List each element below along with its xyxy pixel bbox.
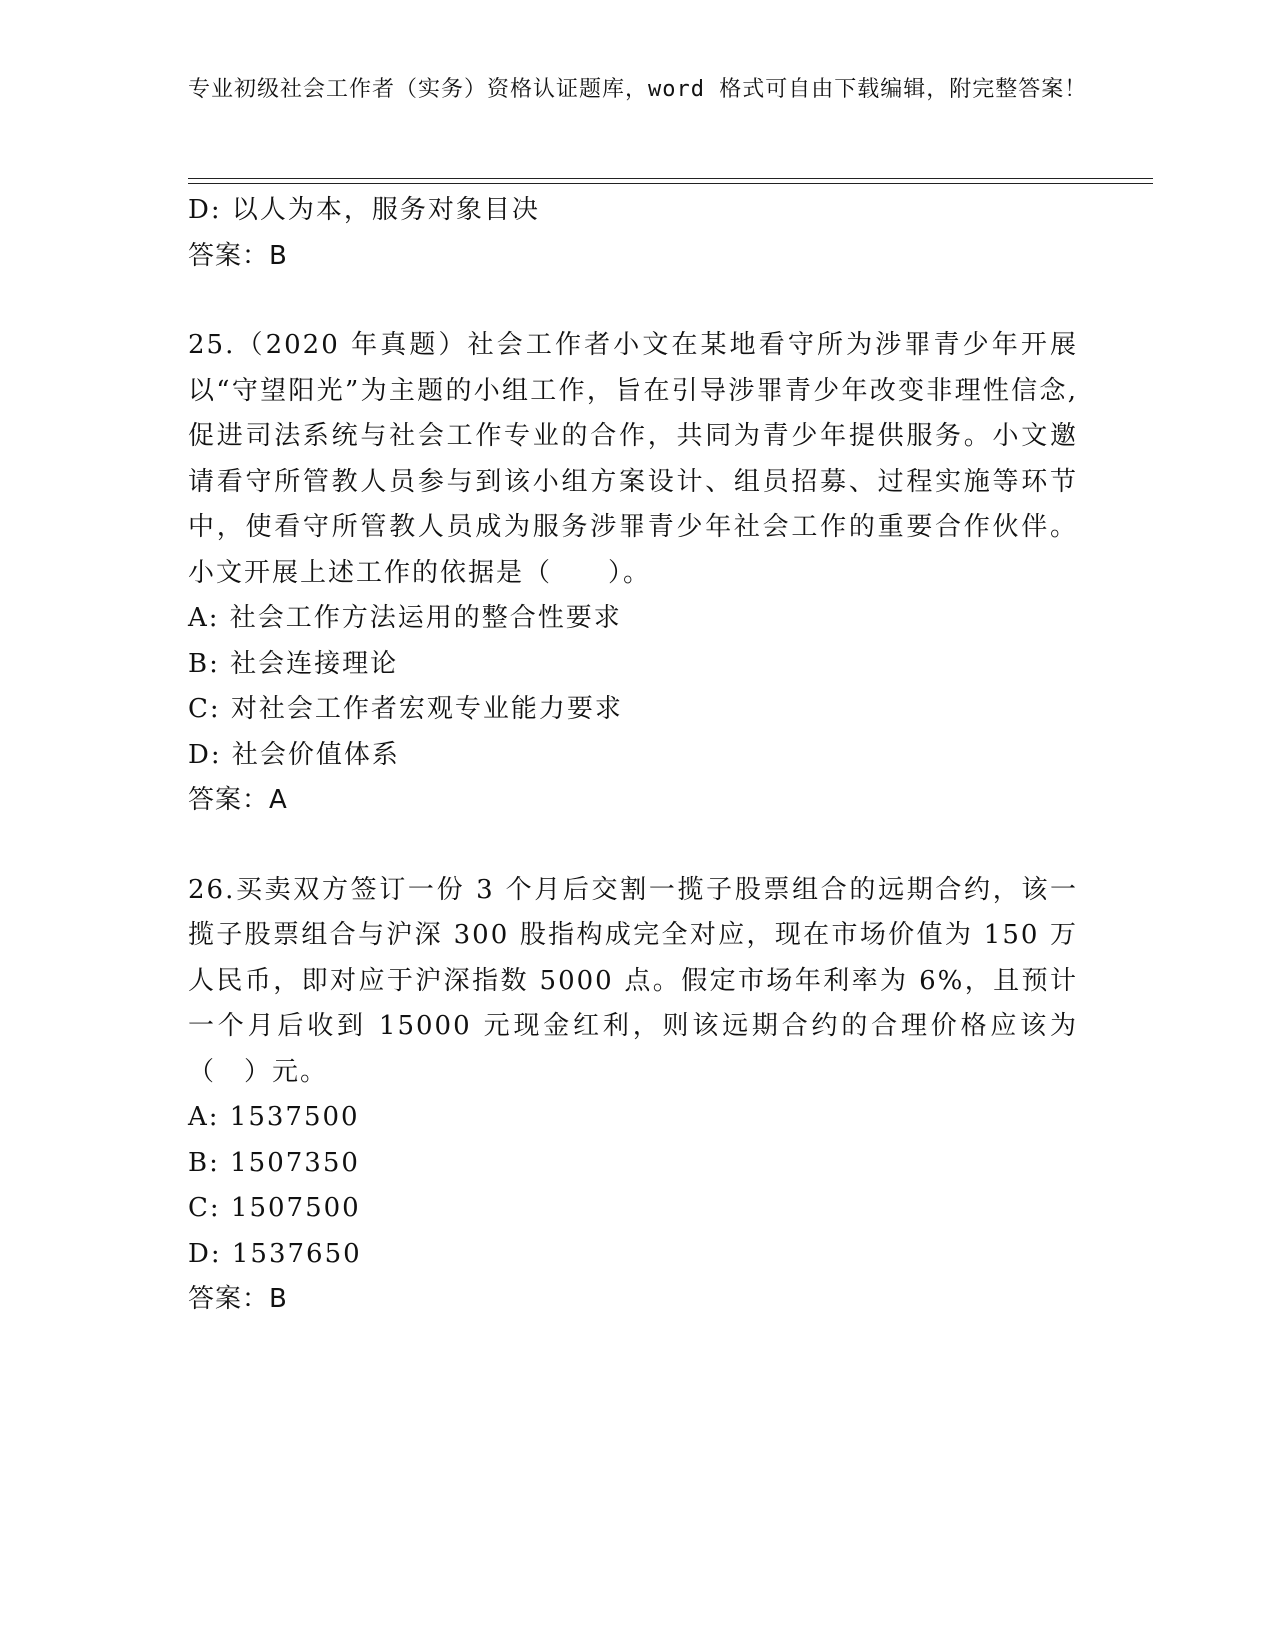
header-rule-top [188,178,1153,179]
q25-answer: 答案：A [188,785,288,815]
q26-option-d: D: 1537650 [188,1238,362,1269]
q25-option-c: C: 对社会工作者宏观专业能力要求 [188,694,623,724]
q26-option-a: A: 1537500 [188,1102,360,1132]
q26-option-b: B: 1507350 [188,1147,360,1178]
q25-option-a: A: 社会工作方法运用的整合性要求 [188,603,622,633]
q26-option-c: C: 1507500 [188,1193,361,1223]
header-rule-bottom [188,183,1153,184]
q24-answer: 答案：B [188,240,288,271]
page-header: 专业初级社会工作者（实务）资格认证题库，word 格式可自由下载编辑，附完整答案！ [188,77,1088,102]
q26-answer: 答案：B [188,1284,288,1314]
q25-option-b: B: 社会连接理论 [188,648,399,679]
document-body [188,188,1078,1323]
q24-option-d: D: 以人为本，服务对象目决 [188,195,540,225]
q25-option-d: D: 社会价值体系 [188,739,400,770]
q25-stem: 25.（2020 年真题）社会工作者小文在某地看守所为涉罪青少年开展以“守望阳光”为主题的小组工作，旨在引导涉罪青少年改变非理性信念,促进司法系统与社会工作专业的合作，共同为青少年提供服务。小文邀请看守所管教人员参与到该小组方案设计、组员招募、过程实施等环节中，使看守所管教人员成为服务涉罪青少年社会工作的重要合作伙伴。小文开展上述工作的依据是（ ）。 [188,330,1078,588]
q26-stem: 26.买卖双方签订一份 3 个月后交割一揽子股票组合的远期合约，该一揽子股票组合与沪深 300 股指构成完全对应，现在市场价值为 150 万人民币，即对应于沪深指数 5000 点。假定市场年利率为 6%，且预计一个月后收到 15000 元现金红利，则该远期合约的合理价格应该为（ ）元。 [188,874,1078,1087]
